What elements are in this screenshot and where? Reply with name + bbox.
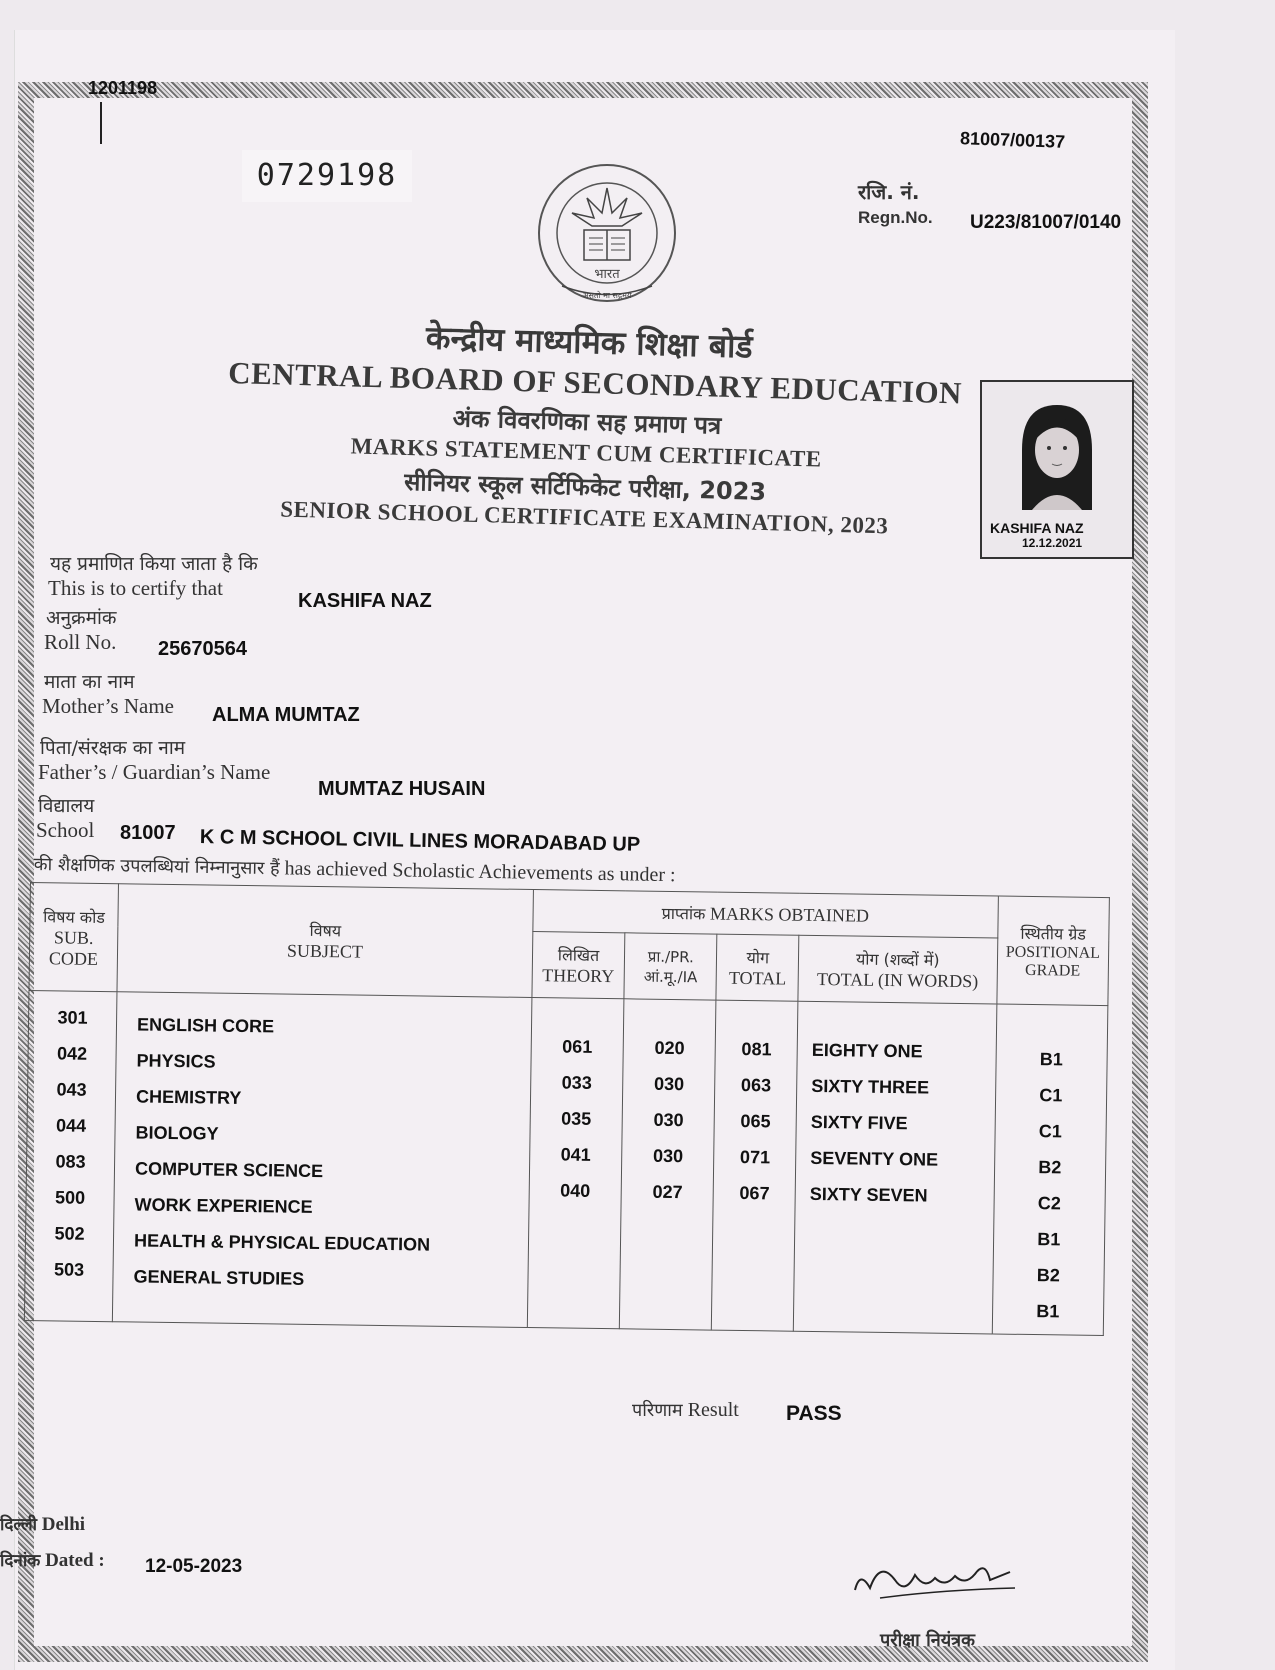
place-hi: दिल्ली [0, 1515, 38, 1535]
subjects-column [112, 992, 531, 1328]
dated-hi: दिनांक [0, 1551, 41, 1571]
header-subject: विषय SUBJECT [117, 884, 533, 998]
result-line [632, 1398, 739, 1422]
place-en: Delhi [41, 1514, 86, 1535]
positional-grade: B2 [1036, 1265, 1061, 1286]
serial-top: 1201198 [88, 78, 158, 98]
header-total: योग TOTAL [716, 934, 799, 1001]
board-title-hi: केन्द्रीय माध्यमिक शिक्षा बोर्ड [425, 318, 754, 366]
header-theory: लिखित THEORY [532, 932, 625, 999]
logo-text: भारत [594, 267, 620, 282]
roll-number: 25670564 [158, 638, 247, 660]
board-title-en: CENTRAL BOARD OF SECONDARY EDUCATION [227, 354, 963, 411]
positional-grade: B1 [1036, 1301, 1060, 1322]
subject-name: CHEMISTRY [135, 1086, 242, 1108]
ref-number: 81007/00137 [959, 128, 1066, 152]
header-total-words: योग (शब्दों में) TOTAL (IN WORDS) [798, 935, 997, 1004]
positional-grade: B1 [1037, 1229, 1061, 1250]
subject-name: COMPUTER SCIENCE [134, 1158, 324, 1182]
theory-mark: 040 [560, 1180, 591, 1201]
header-marks-obtained: प्राप्तांक MARKS OBTAINED [533, 890, 998, 938]
total-mark: 067 [739, 1182, 770, 1204]
header-grade: स्थितीय ग्रेड POSITIONAL GRADE [996, 896, 1109, 1006]
subject-name: GENERAL STUDIES [133, 1266, 305, 1289]
positional-grade: C1 [1039, 1085, 1063, 1106]
theory-mark: 041 [560, 1144, 591, 1165]
marks-table [24, 882, 1110, 1336]
subject-name: WORK EXPERIENCE [134, 1194, 313, 1217]
subject-name: PHYSICS [136, 1050, 216, 1072]
father-name: MUMTAZ HUSAIN [318, 778, 486, 800]
certify-en: This is to certify that [48, 576, 223, 600]
school-name: K C M SCHOOL CIVIL LINES MORADABAD UP [199, 826, 641, 856]
photo-date: 12.12.2021 [1022, 536, 1083, 550]
statement-title-en: MARKS STATEMENT CUM CERTIFICATE [350, 433, 822, 472]
practical-mark: 027 [652, 1181, 683, 1203]
practical-column [619, 999, 716, 1330]
place-line [0, 1512, 85, 1536]
total-words-column [793, 1001, 996, 1334]
mother-label-hi: माता का नाम [44, 671, 135, 693]
positional-grade: C1 [1038, 1121, 1063, 1142]
grades-column [992, 1004, 1108, 1336]
theory-mark: 061 [562, 1036, 593, 1057]
total-in-words: SIXTY SEVEN [809, 1183, 928, 1206]
result-label-hi: परिणाम [632, 1400, 683, 1421]
exam-title-hi: सीनियर स्कूल सर्टिफिकेट परीक्षा, 2023 [403, 467, 767, 507]
positional-grade: B2 [1038, 1157, 1062, 1178]
controller-signature [850, 1550, 1020, 1610]
regn-label-hi: रजि. नं. [858, 180, 920, 204]
achieved-hi: की शैक्षणिक उपलब्धियां निम्नानुसार हैं [33, 853, 280, 880]
school-label-en: School [36, 818, 95, 842]
sub-code: 500 [54, 1187, 86, 1208]
header-practical: प्रा./PR. आं.मू./IA [624, 933, 717, 1000]
student-name: KASHIFA NAZ [298, 590, 432, 612]
codes-column [24, 990, 117, 1321]
subject-name: HEALTH & PHYSICAL EDUCATION [133, 1230, 431, 1255]
total-in-words: EIGHTY ONE [811, 1039, 923, 1062]
roll-label-en: Roll No. [44, 630, 117, 654]
positional-grade: C2 [1037, 1193, 1062, 1214]
certify-hi: यह प्रमाणित किया जाता है कि [50, 553, 258, 575]
dated-en: Dated : [45, 1550, 105, 1571]
statement-title-hi: अंक विवरणिका सह प्रमाण पत्र [452, 404, 722, 440]
exam-title-en: SENIOR SCHOOL CERTIFICATE EXAMINATION, 2023 [279, 496, 889, 539]
subject-name: BIOLOGY [135, 1122, 219, 1144]
header-code: विषय कोड SUB. CODE [29, 883, 119, 992]
total-in-words: SEVENTY ONE [810, 1147, 939, 1170]
positional-grade: B1 [1039, 1049, 1064, 1070]
total-column [712, 1000, 798, 1331]
school-label-hi: विद्यालय [38, 795, 95, 817]
father-label-hi: पिता/संरक्षक का नाम [40, 737, 186, 759]
school-code: 81007 [120, 822, 176, 844]
mother-label-en: Mother’s Name [42, 694, 174, 718]
sub-code: 042 [56, 1043, 88, 1064]
portrait-icon [1012, 400, 1102, 510]
tick-mark [100, 102, 102, 144]
theory-mark: 033 [561, 1072, 592, 1093]
roll-label-hi: अनुक्रमांक [46, 607, 117, 629]
total-mark: 063 [740, 1074, 772, 1096]
total-mark: 081 [741, 1038, 772, 1060]
photo-name: KASHIFA NAZ [990, 520, 1084, 536]
title-block [224, 310, 963, 541]
cbse-emblem-icon [532, 158, 682, 308]
logo-motto: असतो मा सद्गमय [582, 291, 632, 300]
theory-mark: 035 [561, 1108, 592, 1129]
mother-name: ALMA MUMTAZ [212, 704, 360, 726]
practical-mark: 030 [653, 1073, 685, 1095]
total-mark: 065 [740, 1110, 771, 1132]
achieved-en: has achieved Scholastic Achievements as under : [284, 857, 676, 887]
practical-mark: 030 [653, 1109, 684, 1131]
total-mark: 071 [739, 1146, 771, 1168]
regn-value: U223/81007/0140 [970, 212, 1122, 233]
dated-line [0, 1548, 105, 1572]
stamp-number: 0729198 [242, 150, 412, 202]
result-label-en: Result [687, 1399, 739, 1421]
sub-code: 502 [54, 1223, 85, 1244]
sub-code: 083 [55, 1151, 86, 1172]
result-value: PASS [786, 1402, 842, 1425]
subject-name: ENGLISH CORE [136, 1014, 275, 1037]
sub-code: 301 [57, 1007, 88, 1028]
regn-label-en: Regn.No. [858, 208, 933, 227]
controller-label: परीक्षा नियंत्रक [880, 1630, 975, 1651]
practical-mark: 020 [654, 1037, 685, 1059]
practical-mark: 030 [652, 1145, 684, 1167]
sub-code: 503 [53, 1259, 85, 1280]
sub-code: 043 [56, 1079, 87, 1100]
total-in-words: SIXTY FIVE [810, 1111, 908, 1134]
sub-code: 044 [55, 1115, 87, 1136]
father-label-en: Father’s / Guardian’s Name [38, 760, 271, 784]
student-photo [980, 380, 1134, 559]
theory-column [527, 998, 624, 1329]
issue-date: 12-05-2023 [145, 1556, 243, 1577]
total-in-words: SIXTY THREE [811, 1075, 930, 1098]
